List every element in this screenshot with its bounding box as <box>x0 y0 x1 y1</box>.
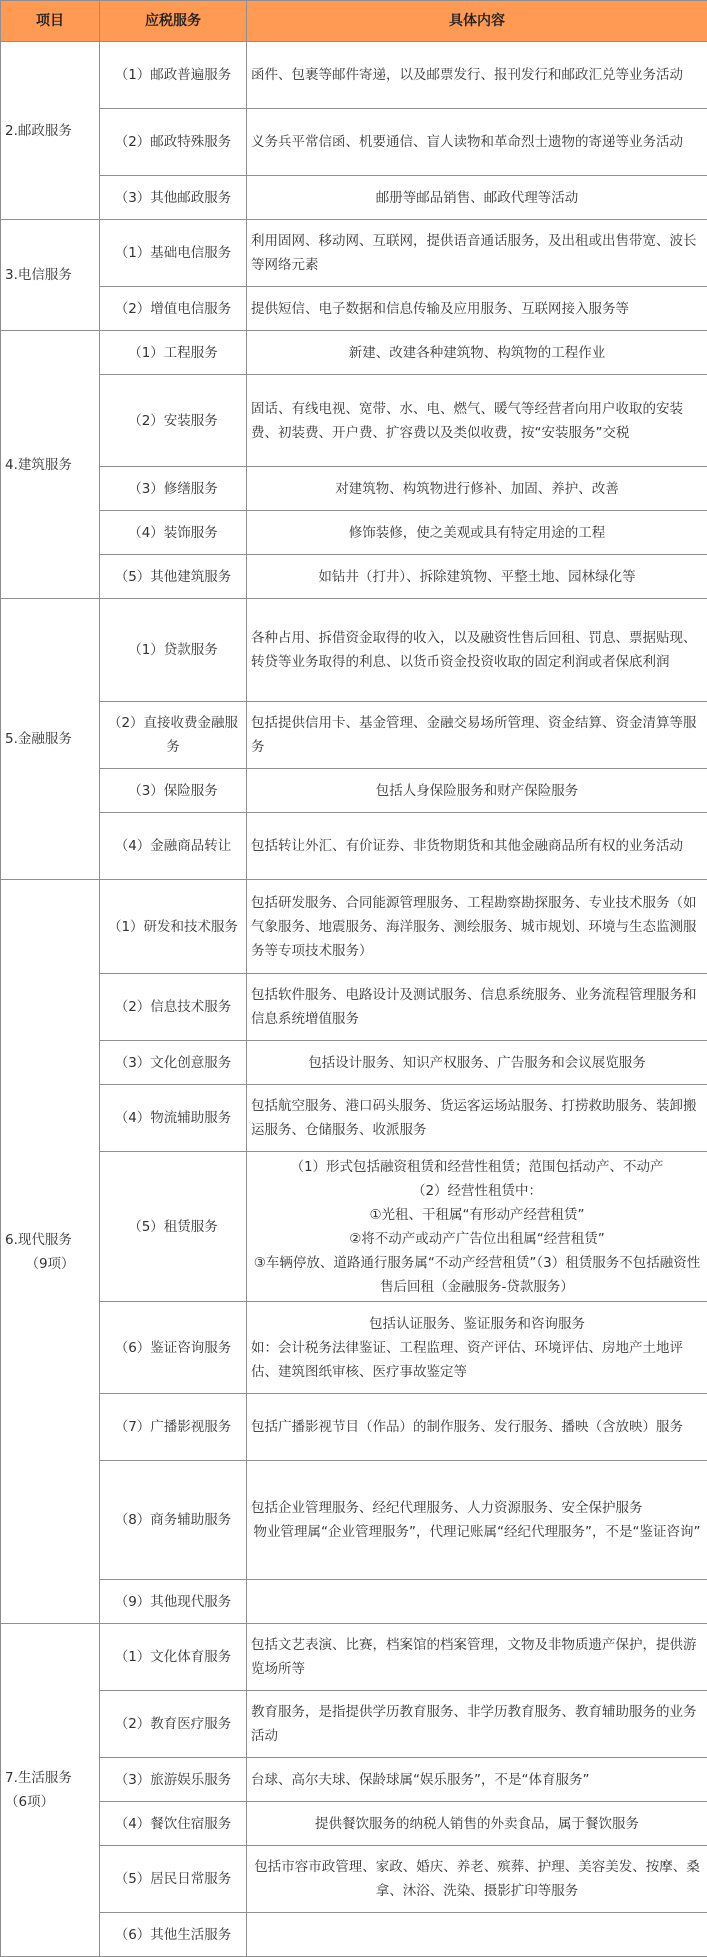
content-line: 如：会计税务法律鉴证、工程监理、资产评估、环境评估、房地产土地评估、建筑图纸审核、医疗事故鉴定等 <box>251 1336 703 1384</box>
table-row <box>1 1152 707 1302</box>
content-cell <box>247 1302 707 1394</box>
category-modern <box>1 880 100 1624</box>
content-cell: 包括人身保险服务和财产保险服务 <box>247 769 707 813</box>
service-cell: （5）其他建筑服务 <box>100 555 247 599</box>
table-row <box>1 1691 707 1758</box>
table-row <box>1 1846 707 1913</box>
category-count: （9项） <box>5 1252 95 1276</box>
table-row <box>1 42 707 109</box>
service-cell: （3）保险服务 <box>100 769 247 813</box>
header-row <box>1 1 707 42</box>
category-label: 6.现代服务 <box>5 1232 72 1248</box>
table-row <box>1 769 707 813</box>
lease-line: （1）形式包括融资租赁和经营性租赁；范围包括动产、不动产 <box>251 1155 703 1179</box>
service-cell: （4）物流辅助服务 <box>100 1085 247 1152</box>
content-cell: 包括软件服务、电路设计及测试服务、信息系统服务、业务流程管理服务和信息系统增值服务 <box>247 974 707 1041</box>
service-cell: （6）其他生活服务 <box>100 1913 247 1957</box>
service-cell: （2）邮政特殊服务 <box>100 109 247 176</box>
content-cell: 新建、改建各种建筑物、构筑物的工程作业 <box>247 331 707 375</box>
service-cell: （9）其他现代服务 <box>100 1580 247 1624</box>
content-cell <box>247 1913 707 1957</box>
content-cell: 包括广播影视节目（作品）的制作服务、发行服务、播映（含放映）服务 <box>247 1394 707 1461</box>
service-cell: （2）教育医疗服务 <box>100 1691 247 1758</box>
service-cell: （3）文化创意服务 <box>100 1041 247 1085</box>
content-cell: 提供短信、电子数据和信息传输及应用服务、互联网接入服务等 <box>247 287 707 331</box>
content-cell: 固话、有线电视、宽带、水、电、燃气、暖气等经营者向用户收取的安装费、初装费、开户费、扩容费以及类似收费，按“安装服务”交税 <box>247 375 707 467</box>
content-cell: 包括研发服务、合同能源管理服务、工程勘察勘探服务、专业技术服务（如气象服务、地震服务、海洋服务、测绘服务、城市规划、环境与生态监测服务等专项技术服务） <box>247 880 707 974</box>
category-finance <box>1 599 100 880</box>
service-cell: （7）广播影视服务 <box>100 1394 247 1461</box>
table-row <box>1 1394 707 1461</box>
service-cell: （1）研发和技术服务 <box>100 880 247 974</box>
service-cell: （2）直接收费金融服务 <box>100 702 247 769</box>
content-line: 包括认证服务、鉴证服务和咨询服务 <box>251 1312 703 1336</box>
content-cell: 各种占用、拆借资金取得的收入，以及融资性售后回租、罚息、票据贴现、转贷等业务取得的利息、以货币资金投资收取的固定利润或者保底利润 <box>247 599 707 702</box>
table-row <box>1 287 707 331</box>
table-row <box>1 109 707 176</box>
content-cell: 邮册等邮品销售、邮政代理等活动 <box>247 176 707 220</box>
service-cell: （2）信息技术服务 <box>100 974 247 1041</box>
table-row <box>1 555 707 599</box>
service-cell: （4）金融商品转让 <box>100 813 247 880</box>
service-cell: （5）租赁服务 <box>100 1152 247 1302</box>
category-count: （6项） <box>5 1790 95 1814</box>
lease-line: ②将不动产或动产广告位出租属“经营租赁” <box>251 1227 703 1251</box>
service-cell: （2）增值电信服务 <box>100 287 247 331</box>
table-row <box>1 1624 707 1691</box>
content-cell: 包括市容市政管理、家政、婚庆、养老、殡葬、护理、美容美发、按摩、桑拿、沐浴、洗染、摄影扩印等服务 <box>247 1846 707 1913</box>
content-line: 物业管理属“企业管理服务”，代理记账属“经纪代理服务”，不是“鉴证咨询” <box>251 1520 703 1544</box>
header-item: 项目 <box>1 1 100 42</box>
service-cell: （2）安装服务 <box>100 375 247 467</box>
service-cell: （6）鉴证咨询服务 <box>100 1302 247 1394</box>
content-cell: 包括文艺表演、比赛，档案馆的档案管理，文物及非物质遗产保护，提供游览场所等 <box>247 1624 707 1691</box>
content-line: 包括企业管理服务、经纪代理服务、人力资源服务、安全保护服务 <box>251 1496 703 1520</box>
category-label: 5.金融服务 <box>5 731 72 747</box>
table-row <box>1 1302 707 1394</box>
table-row <box>1 375 707 467</box>
table-row <box>1 331 707 375</box>
content-cell: 包括转让外汇、有价证券、非货物期货和其他金融商品所有权的业务活动 <box>247 813 707 880</box>
table-row <box>1 1802 707 1846</box>
table-row <box>1 176 707 220</box>
content-cell: 包括提供信用卡、基金管理、金融交易场所管理、资金结算、资金清算等服务 <box>247 702 707 769</box>
service-cell: （3）其他邮政服务 <box>100 176 247 220</box>
table-row <box>1 220 707 287</box>
table-row <box>1 511 707 555</box>
table-row <box>1 702 707 769</box>
category-label: 2.邮政服务 <box>5 123 72 139</box>
content-cell: 义务兵平常信函、机要通信、盲人读物和革命烈士遗物的寄递等业务活动 <box>247 109 707 176</box>
service-cell: （5）居民日常服务 <box>100 1846 247 1913</box>
content-cell: 如钻井（打井）、拆除建筑物、平整土地、园林绿化等 <box>247 555 707 599</box>
service-cell: （1）邮政普遍服务 <box>100 42 247 109</box>
category-label: 4.建筑服务 <box>5 457 72 473</box>
table-row <box>1 599 707 702</box>
table-row <box>1 1041 707 1085</box>
category-life <box>1 1624 100 1957</box>
service-cell: （4）餐饮住宿服务 <box>100 1802 247 1846</box>
table-row <box>1 1461 707 1580</box>
content-cell <box>247 1580 707 1624</box>
lease-line: ①光租、干租属“有形动产经营租赁” <box>251 1203 703 1227</box>
table-row <box>1 1580 707 1624</box>
content-cell <box>247 1461 707 1580</box>
content-cell: 包括航空服务、港口码头服务、货运客运场站服务、打捞救助服务、装卸搬运服务、仓储服务、收派服务 <box>247 1085 707 1152</box>
content-cell: 修饰装修，使之美观或具有特定用途的工程 <box>247 511 707 555</box>
header-content: 具体内容 <box>247 1 707 42</box>
service-cell: （1）文化体育服务 <box>100 1624 247 1691</box>
table-row <box>1 1758 707 1802</box>
category-postal <box>1 42 100 220</box>
category-label: 7.生活服务 <box>5 1770 72 1786</box>
category-label: 3.电信服务 <box>5 267 72 283</box>
service-cell: （1）贷款服务 <box>100 599 247 702</box>
service-cell: （1）基础电信服务 <box>100 220 247 287</box>
content-cell: 提供餐饮服务的纳税人销售的外卖食品，属于餐饮服务 <box>247 1802 707 1846</box>
table-row <box>1 880 707 974</box>
table-row <box>1 1085 707 1152</box>
table-row <box>1 974 707 1041</box>
service-cell: （1）工程服务 <box>100 331 247 375</box>
content-cell: 包括设计服务、知识产权服务、广告服务和会议展览服务 <box>247 1041 707 1085</box>
category-construction <box>1 331 100 599</box>
table-row <box>1 1913 707 1957</box>
content-cell: 利用固网、移动网、互联网，提供语音通话服务，及出租或出售带宽、波长等网络元素 <box>247 220 707 287</box>
content-cell: 台球、高尔夫球、保龄球属“娱乐服务”，不是“体育服务” <box>247 1758 707 1802</box>
service-cell: （4）装饰服务 <box>100 511 247 555</box>
lease-line: ③车辆停放、道路通行服务属“不动产经营租赁”（3）租赁服务不包括融资性售后回租（金融服务-贷款服务） <box>251 1251 703 1299</box>
table-row <box>1 813 707 880</box>
service-cell: （3）旅游娱乐服务 <box>100 1758 247 1802</box>
table-row <box>1 467 707 511</box>
content-cell: 对建筑物、构筑物进行修补、加固、养护、改善 <box>247 467 707 511</box>
content-cell: 函件、包裹等邮件寄递，以及邮票发行、报刊发行和邮政汇兑等业务活动 <box>247 42 707 109</box>
service-cell: （8）商务辅助服务 <box>100 1461 247 1580</box>
lease-line: （2）经营性租赁中： <box>251 1179 703 1203</box>
header-service: 应税服务 <box>100 1 247 42</box>
content-cell: 教育服务，是指提供学历教育服务、非学历教育服务、教育辅助服务的业务活动 <box>247 1691 707 1758</box>
category-telecom <box>1 220 100 331</box>
service-cell: （3）修缮服务 <box>100 467 247 511</box>
content-cell <box>247 1152 707 1302</box>
